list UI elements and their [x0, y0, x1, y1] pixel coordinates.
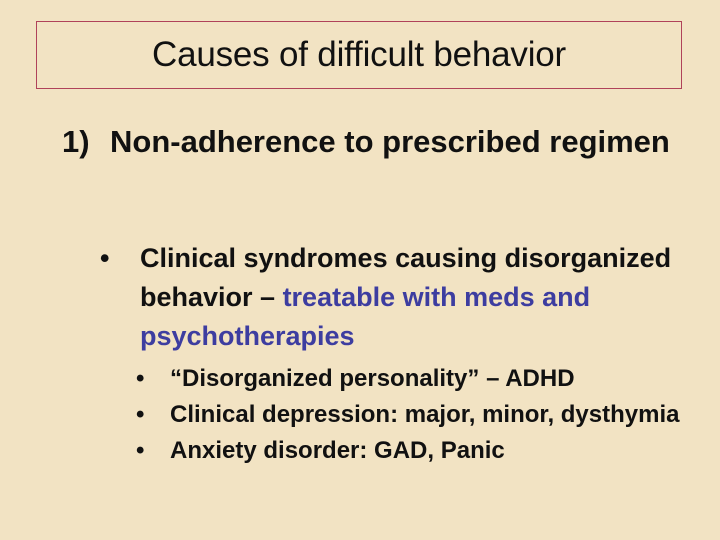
bullet-icon: •	[136, 437, 145, 464]
sub-point	[100, 239, 690, 356]
title-box	[36, 21, 682, 89]
bullet-icon: •	[100, 243, 110, 273]
list-item	[136, 433, 696, 469]
detail-list	[136, 361, 696, 469]
detail-text: “Disorganized personality” – ADHD	[170, 365, 575, 392]
detail-text: Clinical depression: major, minor, dysthymia	[170, 401, 680, 428]
list-item	[136, 397, 696, 433]
main-point-text: Non-adherence to prescribed regimen	[110, 124, 670, 159]
main-point	[62, 121, 682, 162]
bullet-icon: •	[136, 365, 145, 392]
detail-text: Anxiety disorder: GAD, Panic	[170, 437, 505, 464]
list-item	[136, 361, 696, 397]
bullet-icon: •	[136, 401, 145, 428]
sub-point-text	[140, 239, 690, 356]
main-point-number: 1)	[62, 124, 90, 159]
sub-point-accent-text: treatable with meds and psychotherapies	[140, 282, 591, 351]
slide-title: Causes of difficult behavior	[152, 35, 566, 74]
sub-point-plain-text: Clinical syndromes causing disorganized behavior –	[140, 243, 672, 312]
